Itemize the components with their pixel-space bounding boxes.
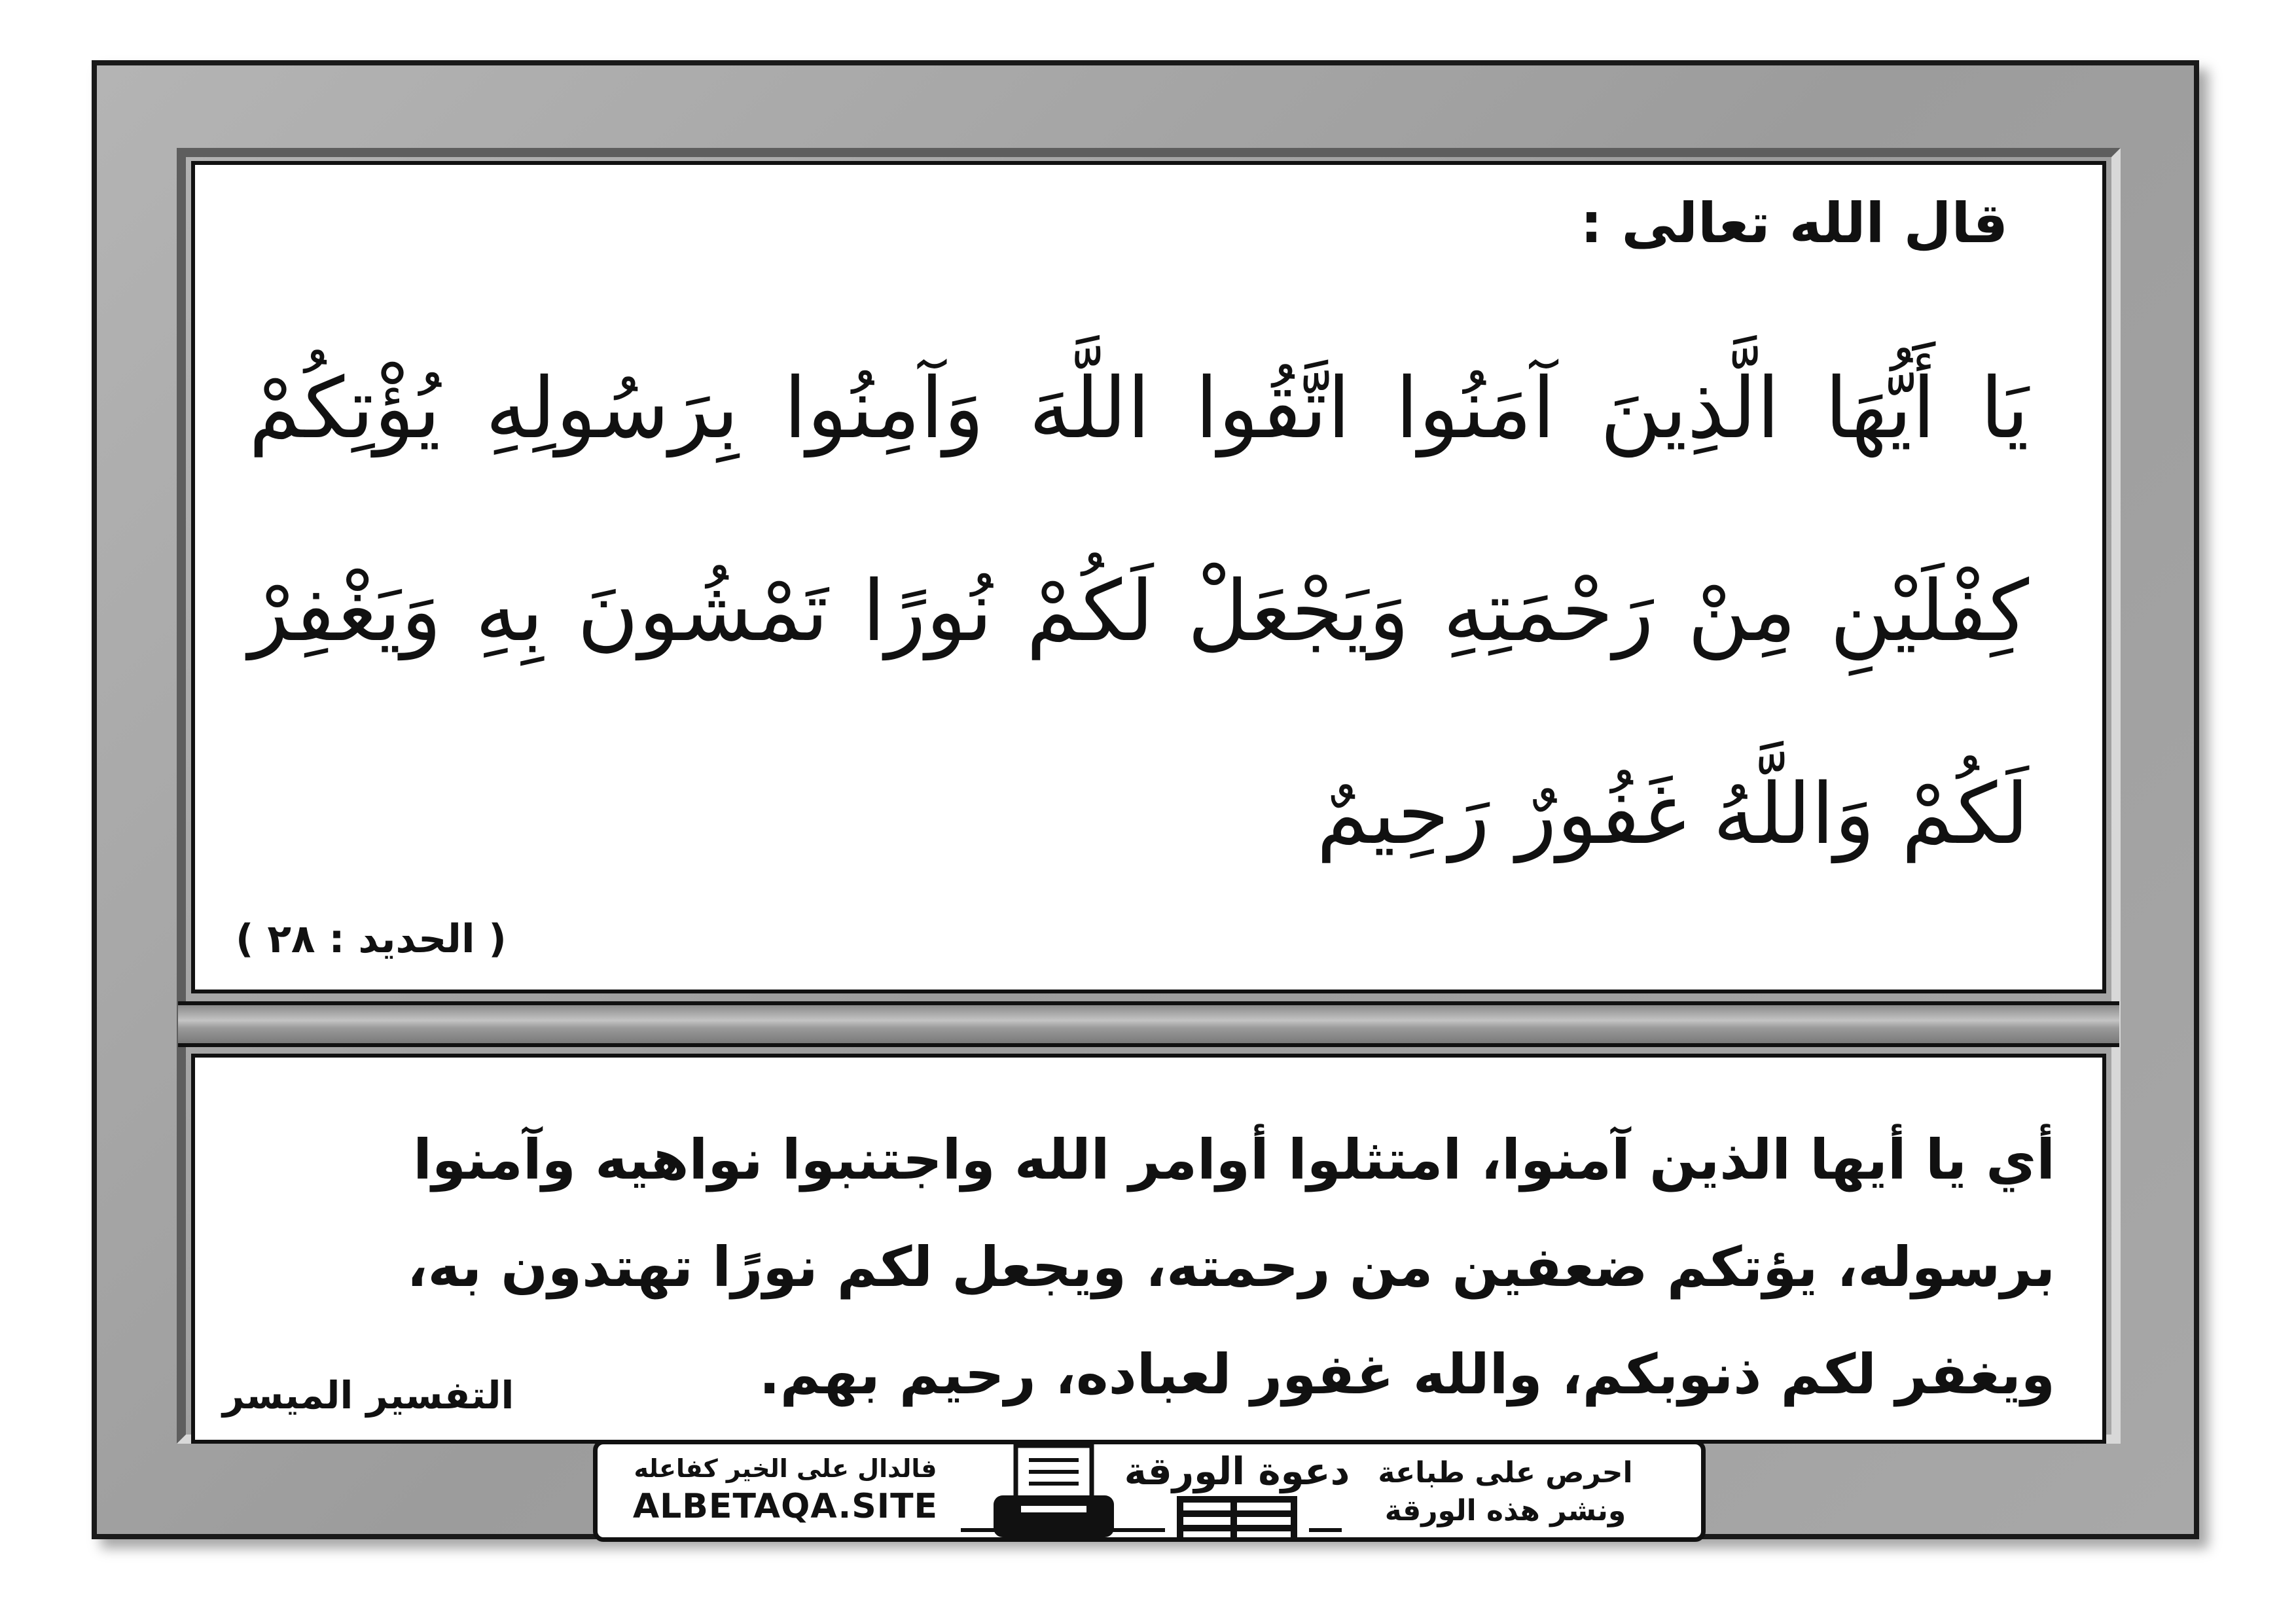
- footer-site[interactable]: ALBETAQA.SITE: [632, 1487, 939, 1526]
- footer-slogan: فالدال على الخير كفاعله: [634, 1454, 937, 1483]
- footer-site-block: [615, 1454, 956, 1526]
- footer-separator: [1113, 1528, 1165, 1532]
- tafsir-text: أي يا أيها الذين آمنوا، امتثلوا أوامر الله واجتنبوا نواهيه وآمنوا برسوله، يؤتكم ضعفين من رحمته، ويجعل لكم نورًا تهتدون به، ويغفر لكم ذنوبكم، والله غفور لعباده، رحيم بهم.: [406, 1128, 2055, 1406]
- footer-print-block: [1335, 1454, 1676, 1530]
- verse-reference: ( الحديد : ٢٨ ): [236, 916, 507, 962]
- tafsir-source: التفسير الميسر: [223, 1373, 514, 1418]
- intro-heading: قال الله تعالى :: [1580, 191, 2008, 255]
- logo-text: دعوة الورقة: [1124, 1449, 1350, 1493]
- print-line-2: ونشر هذه الورقة: [1384, 1494, 1626, 1527]
- panel-divider: [178, 1001, 2119, 1047]
- print-line-1: احرص على طباعة: [1378, 1456, 1633, 1489]
- logo-icon: [1124, 1433, 1350, 1551]
- quran-verse: يَا أَيُّهَا الَّذِينَ آمَنُوا اتَّقُوا اللَّهَ وَآمِنُوا بِرَسُولِهِ يُؤْتِكُمْ كِفْلَيْنِ مِنْ رَحْمَتِهِ وَيَجْعَلْ لَكُمْ نُورًا تَمْشُونَ بِهِ وَيَغْفِرْ لَكُمْ وَاللَّهُ غَفُورٌ رَحِيمٌ: [249, 360, 2029, 863]
- printer-icon: [988, 1443, 1119, 1541]
